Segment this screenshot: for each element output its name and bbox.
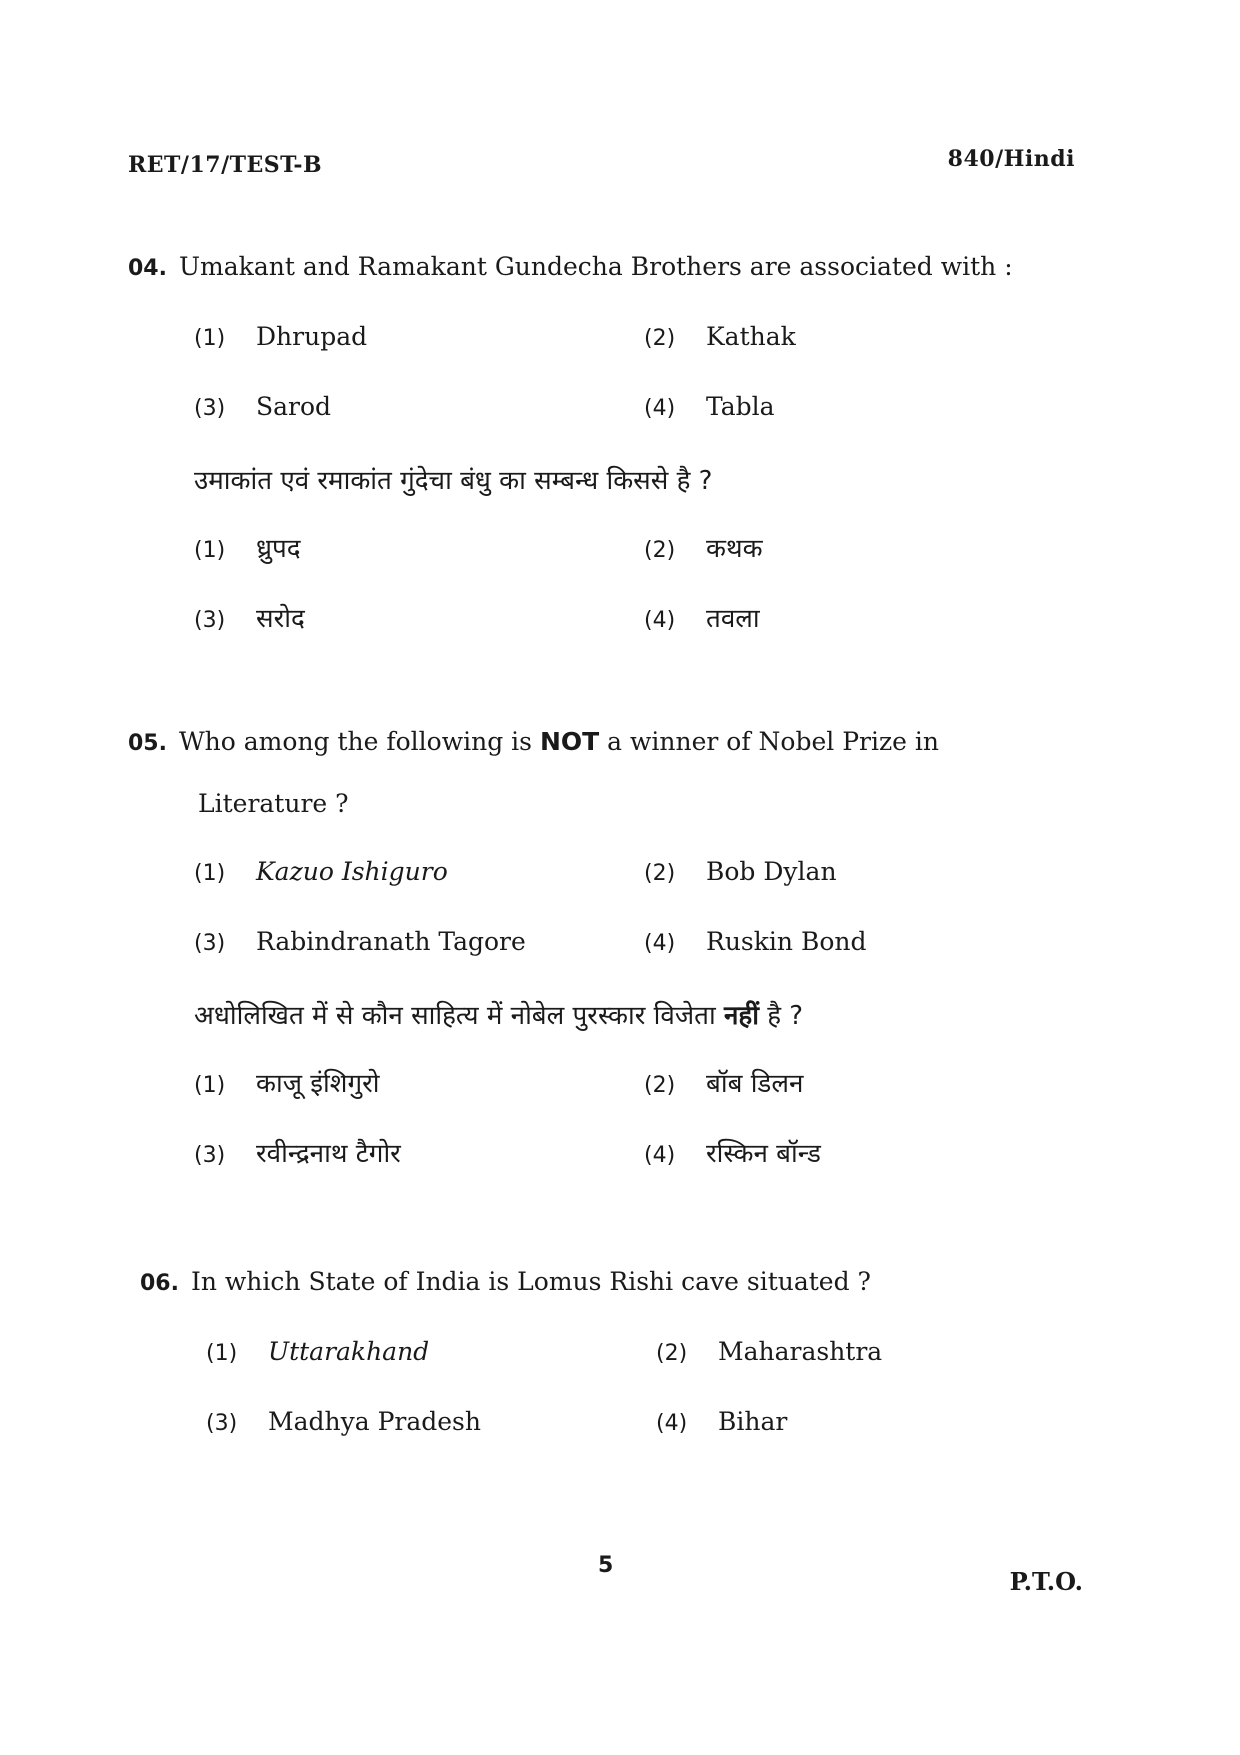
question-text-hi: उमाकांत एवं रमाकांत गुंदेचा बंधु का सम्बन्ध किससे है ?: [194, 466, 713, 496]
pto-marker: P.T.O.: [1009, 1567, 1083, 1596]
option-4: [656, 1405, 787, 1441]
option-number: (4): [644, 1143, 676, 1168]
option-number: (3): [194, 1143, 226, 1168]
option-text: Kazuo Ishiguro: [256, 857, 448, 886]
question-text-en: [140, 1265, 1100, 1301]
option-text: Madhya Pradesh: [268, 1407, 481, 1436]
option-3-hi: [194, 602, 305, 638]
option-number: (4): [644, 608, 676, 633]
question-text-part: a winner of Nobel Prize in: [607, 727, 939, 756]
option-text: Dhrupad: [256, 322, 368, 351]
question-05: [128, 725, 1088, 1207]
option-number: (1): [194, 326, 226, 351]
option-number: (3): [194, 931, 226, 956]
option-number: (1): [206, 1341, 238, 1366]
option-text: कथक: [706, 534, 763, 564]
option-text: रस्किन बॉन्ड: [706, 1139, 821, 1169]
option-number: (4): [656, 1411, 688, 1436]
option-4-hi: [644, 1137, 821, 1173]
option-1: [194, 855, 448, 891]
option-text: सरोद: [256, 604, 305, 634]
paper-code: RET/17/TEST-B: [128, 152, 323, 178]
option-4: [644, 925, 866, 961]
option-4: [644, 390, 775, 426]
option-3: [194, 390, 331, 426]
option-2: [656, 1335, 882, 1371]
option-text: Ruskin Bond: [706, 927, 867, 956]
option-text: तवला: [706, 604, 760, 634]
option-number: (2): [644, 1073, 676, 1098]
question-text-part: है ?: [767, 1001, 804, 1031]
option-number: (3): [194, 396, 226, 421]
question-number: 06.: [140, 1271, 179, 1296]
option-text: Uttarakhand: [268, 1337, 430, 1366]
question-number: 05.: [128, 731, 167, 756]
option-number: (4): [644, 396, 676, 421]
question-text: Umakant and Ramakant Gundecha Brothers are associated with :: [178, 252, 1013, 281]
option-1-hi: [194, 1067, 379, 1103]
option-2: [644, 320, 796, 356]
option-text: Tabla: [706, 392, 775, 421]
option-text: Maharashtra: [718, 1337, 883, 1366]
question-text-cont: Literature ?: [198, 789, 349, 818]
question-number: 04.: [128, 256, 167, 281]
option-2-hi: [644, 1067, 803, 1103]
question-emphasis: नहीं: [723, 1001, 759, 1031]
option-text: Bihar: [718, 1407, 788, 1436]
option-number: (4): [644, 931, 676, 956]
question-text-part: अधोलिखित में से कौन साहित्य में नोबेल पुरस्कार विजेता: [194, 1001, 716, 1031]
option-2: [644, 855, 837, 891]
option-text: Bob Dylan: [706, 857, 837, 886]
option-text: काजू इंशिगुरो: [256, 1069, 380, 1099]
question-text-part: Who among the following is: [178, 727, 532, 756]
option-2-hi: [644, 532, 763, 568]
option-text: बॉब डिलन: [706, 1069, 804, 1099]
subject-code: 840/Hindi: [947, 146, 1075, 172]
option-3: [194, 925, 526, 961]
question-06: [140, 1265, 1100, 1475]
option-number: (3): [206, 1411, 238, 1436]
option-number: (1): [194, 1073, 226, 1098]
option-text: रवीन्द्रनाथ टैगोर: [256, 1139, 401, 1169]
option-number: (2): [644, 326, 676, 351]
option-4-hi: [644, 602, 760, 638]
option-number: (1): [194, 861, 226, 886]
question-emphasis: NOT: [539, 727, 600, 756]
page-number: 5: [598, 1553, 614, 1578]
option-number: (3): [194, 608, 226, 633]
option-3-hi: [194, 1137, 401, 1173]
option-3: [206, 1405, 481, 1441]
option-text: Sarod: [256, 392, 332, 421]
question-04: [128, 250, 1088, 672]
option-number: (2): [644, 538, 676, 563]
question-text-en: [128, 725, 1088, 761]
option-1: [206, 1335, 429, 1371]
question-text-hi: [128, 999, 1088, 1033]
option-number: (2): [644, 861, 676, 886]
option-1: [194, 320, 367, 356]
option-text: ध्रुपद: [256, 534, 301, 564]
question-text: In which State of India is Lomus Rishi cave situated ?: [190, 1267, 871, 1296]
question-text-en: [128, 250, 1088, 286]
option-number: (2): [656, 1341, 688, 1366]
option-number: (1): [194, 538, 226, 563]
option-text: Kathak: [706, 322, 796, 351]
option-text: Rabindranath Tagore: [256, 927, 526, 956]
option-1-hi: [194, 532, 301, 568]
